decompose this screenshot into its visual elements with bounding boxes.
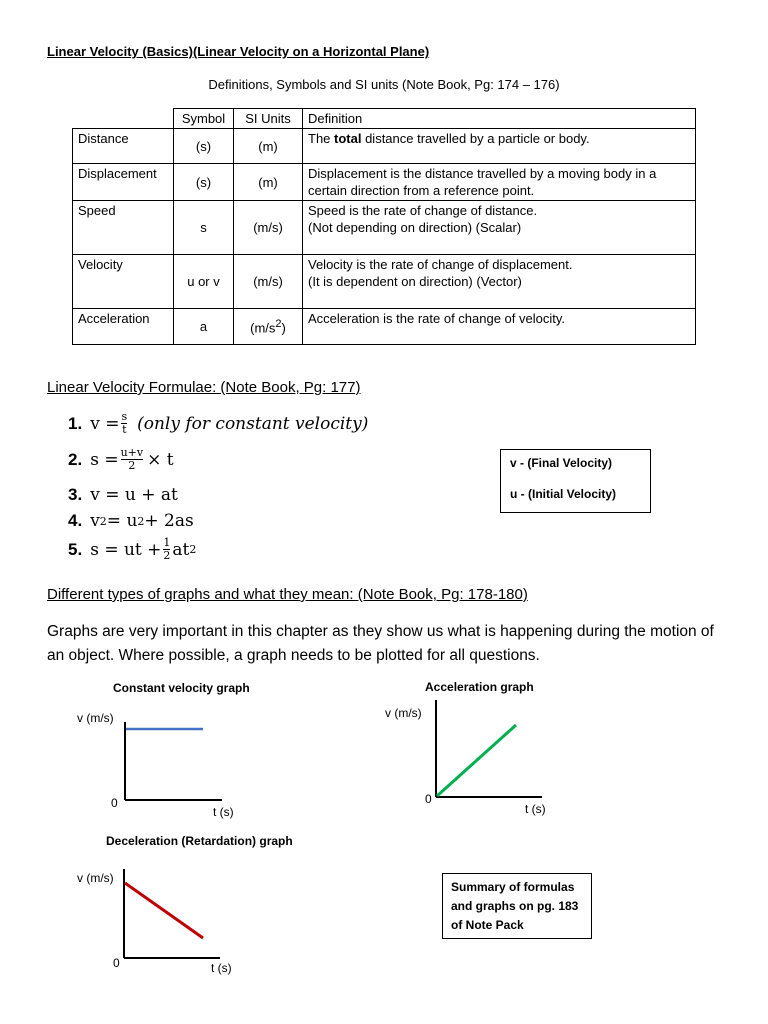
table-cell-definition: Displacement is the distance travelled by a moving body in a certain direction from a reference point. <box>303 164 696 201</box>
legend-final-velocity: v - (Final Velocity) <box>510 456 613 470</box>
deceleration-graph <box>119 869 229 961</box>
definition-bold-text: total <box>334 131 362 146</box>
formula-number: 5. <box>68 539 83 559</box>
origin-label: 0 <box>425 792 432 806</box>
deceleration-line <box>125 883 203 938</box>
formula-exponent: 2 <box>99 514 107 528</box>
x-axis-label: t (s) <box>213 805 234 819</box>
table-header-row <box>73 109 696 129</box>
formula-text: at <box>172 539 190 560</box>
table-header-cell: SI Units <box>234 109 303 129</box>
definitions-table <box>72 108 696 345</box>
table-cell-symbol: s <box>174 201 234 255</box>
table-row <box>73 164 696 201</box>
table-cell-unit: (m/s) <box>234 201 303 255</box>
table-cell-quantity: Distance <box>73 129 174 164</box>
definition-line: (Not depending on direction) (Scalar) <box>308 220 522 235</box>
acceleration-graph-title: Acceleration graph <box>425 680 534 694</box>
x-axis-label: t (s) <box>211 961 232 975</box>
origin-label: 0 <box>111 796 118 810</box>
fraction-denominator: t <box>122 423 127 436</box>
definition-line: Speed is the rate of change of distance. <box>308 203 538 218</box>
summary-line: Summary of formulas <box>451 880 575 894</box>
table-cell-definition: Acceleration is the rate of change of velocity. <box>303 309 696 345</box>
summary-line: of Note Pack <box>451 918 524 932</box>
fraction-denominator: 2 <box>128 459 136 472</box>
constant-velocity-graph-title: Constant velocity graph <box>113 681 250 695</box>
fraction-numerator: u+v <box>120 446 144 459</box>
legend-initial-velocity: u - (Initial Velocity) <box>510 487 617 501</box>
constant-velocity-graph <box>120 722 230 804</box>
formula-text: v <box>90 511 100 531</box>
page-title: Linear Velocity (Basics)(Linear Velocity on a Horizontal Plane) <box>47 44 430 59</box>
formula-rest: × t <box>147 449 174 470</box>
definition-text: distance travelled by a particle or body. <box>361 131 590 146</box>
table-cell-symbol: (s) <box>174 129 234 164</box>
unit-text: ) <box>281 320 286 336</box>
origin-label: 0 <box>113 956 120 970</box>
summary-line: and graphs on pg. 183 <box>451 899 579 913</box>
fraction-numerator: s <box>121 410 128 423</box>
table-row <box>73 255 696 309</box>
graphs-heading: Different types of graphs and what they mean: (Note Book, Pg: 178-180) <box>47 586 528 603</box>
table-row <box>73 129 696 164</box>
unit-text: (m/s <box>250 320 276 336</box>
formula-text: + 2as <box>144 511 194 531</box>
table-cell-definition <box>303 129 696 164</box>
table-cell-quantity: Displacement <box>73 164 174 201</box>
acceleration-line <box>437 725 516 796</box>
y-axis-label: v (m/s) <box>385 706 422 720</box>
formula-fraction <box>121 447 144 472</box>
fraction-denominator: 2 <box>163 549 171 562</box>
table-cell-quantity: Speed <box>73 201 174 255</box>
formula-2 <box>68 447 174 472</box>
unit-exponent: 2 <box>275 318 282 331</box>
table-row <box>73 309 696 345</box>
formula-number: 2. <box>68 449 83 469</box>
fraction-numerator: 1 <box>163 536 171 549</box>
table-cell-definition <box>303 201 696 255</box>
variable-legend-box <box>500 449 651 513</box>
table-header-cell: Symbol <box>174 109 234 129</box>
table-cell-definition <box>303 255 696 309</box>
table-cell-unit: (m/s) <box>234 255 303 309</box>
table-cell-unit: (m) <box>234 129 303 164</box>
graphs-intro-paragraph: Graphs are very important in this chapter as they show us what is happening during the motion of an object. Where possible, a graph needs to be plotted for all questions. <box>47 623 714 664</box>
table-cell-unit <box>234 309 303 345</box>
table-cell-symbol: a <box>174 309 234 345</box>
acceleration-graph <box>430 700 550 802</box>
definition-line: (It is dependent on direction) (Vector) <box>308 274 522 289</box>
formula-4 <box>68 511 194 531</box>
x-axis-label: t (s) <box>525 802 546 816</box>
formula-5 <box>68 537 196 562</box>
formula-fraction <box>121 411 127 436</box>
y-axis-label: v (m/s) <box>77 711 114 725</box>
formula-1 <box>68 411 368 436</box>
table-cell-quantity: Velocity <box>73 255 174 309</box>
summary-note-box <box>442 873 592 939</box>
table-cell-quantity: Acceleration <box>73 309 174 345</box>
formula-number: 3. <box>68 485 83 504</box>
y-axis-label: v (m/s) <box>77 871 114 885</box>
table-cell-symbol: (s) <box>174 164 234 201</box>
formula-text: v = u + at <box>90 485 178 505</box>
formula-number: 4. <box>68 511 83 530</box>
table-row <box>73 201 696 255</box>
formula-fraction <box>163 537 170 562</box>
table-cell-symbol: u or v <box>174 255 234 309</box>
table-header-cell: Definition <box>303 109 696 129</box>
deceleration-graph-title: Deceleration (Retardation) graph <box>106 834 293 848</box>
definition-text: The <box>308 131 335 146</box>
page-subtitle: Definitions, Symbols and SI units (Note Book, Pg: 174 – 176) <box>208 77 560 92</box>
formula-3 <box>68 485 178 505</box>
table-header-cell <box>73 109 174 129</box>
formula-exponent: 2 <box>137 514 145 528</box>
formula-text: = u <box>106 511 138 531</box>
table-cell-unit: (m) <box>234 164 303 201</box>
formulae-heading: Linear Velocity Formulae: (Note Book, Pg: 177) <box>47 379 361 396</box>
formula-lhs: s = <box>90 449 119 470</box>
formula-lhs: v = <box>90 413 120 434</box>
formula-exponent: 2 <box>189 543 197 556</box>
formula-number: 1. <box>68 413 83 433</box>
definition-line: Velocity is the rate of change of displacement. <box>308 257 573 272</box>
formula-note: (only for constant velocity) <box>137 413 369 434</box>
formula-lhs: s = ut + <box>90 539 162 560</box>
